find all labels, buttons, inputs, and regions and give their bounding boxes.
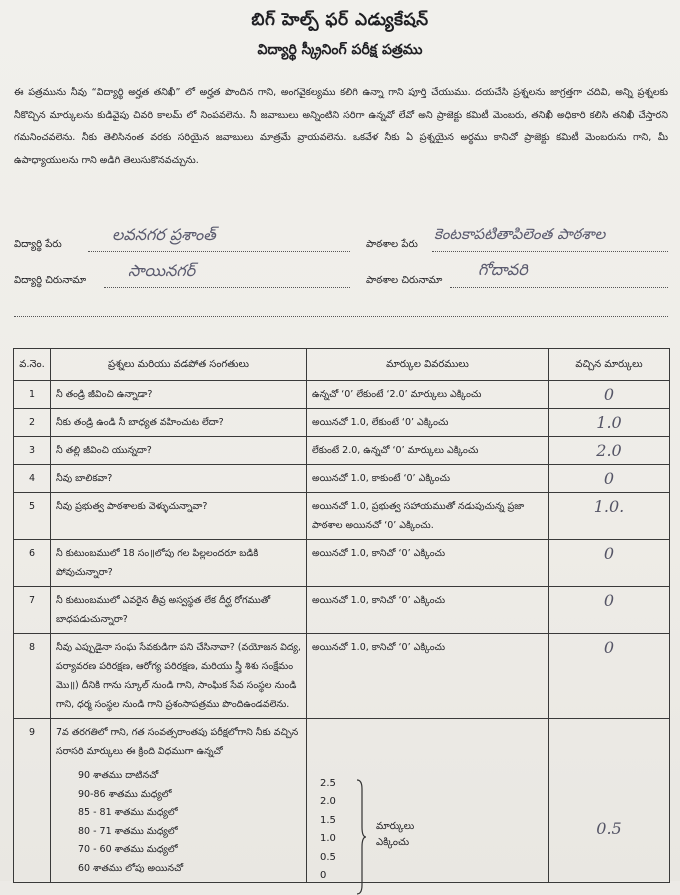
table-row — [14, 719, 670, 883]
row-number: 2 — [14, 409, 51, 437]
school-address-label: పాఠశాల చిరునామా — [366, 275, 443, 286]
range-item: 85 - 81 శాతము మధ్యలో — [78, 807, 178, 818]
range-item: 90-86 శాతము మధ్యలో — [78, 788, 172, 800]
row-marking-rule: అయినచో 1.0, కాకుంటే ‘0’ ఎక్కించు — [307, 465, 549, 493]
row-question: నీవు బాలికవా? — [51, 465, 307, 493]
marks-scale — [312, 723, 543, 882]
row-question: నీ కుటుంబములో ఎవరైన తీవ్ర అస్వస్థత లేక దీర్ఘ రోగముతో బాధపడుచున్నారా? — [51, 587, 307, 634]
col-header-marking: మార్కుల వివరములు — [307, 349, 549, 381]
row-marks-value[interactable]: 0.5 — [549, 719, 670, 883]
col-header-question: ప్రశ్నలు మరియు వడపోత సంగతులు — [51, 349, 307, 381]
row-marking-rule: ఉన్నచో ‘0’ లేకుంటే ‘2.0’ మార్కులు ఎక్కించు — [307, 381, 549, 409]
form-subtitle: విద్యార్థి స్క్రీనింగ్ పరీక్ష పత్రము — [257, 42, 423, 58]
row-number: 1 — [14, 381, 51, 409]
table-row — [14, 540, 670, 587]
student-name-line — [88, 251, 350, 252]
row-question: నీవు ప్రభుత్వ పాఠశాలకు వెళ్ళుచున్నావా? — [51, 493, 307, 540]
row-number: 5 — [14, 493, 51, 540]
school-name-label: పాఠశాల పేరు — [366, 239, 418, 250]
table-row — [14, 381, 670, 409]
row-marking-rule: అయినచో 1.0, కానిచో ‘0’ ఎక్కించు — [307, 634, 549, 719]
scale-value: 1.0 — [320, 833, 336, 845]
range-item: 60 శాతము లోపు అయినచో — [78, 862, 184, 874]
student-address-value[interactable]: సాయినగర్ — [128, 261, 196, 280]
row-marks-value[interactable]: 1.0. — [549, 493, 670, 540]
row-marks-value[interactable]: 0 — [549, 634, 670, 719]
table-row — [14, 465, 670, 493]
row-question: నీవు ఎప్పుడైనా సంఘ సేవకుడిగా పని చేసినావా? (వయోజన విద్య, పర్యావరణ పరిరక్షణ, ఆరోగ్య పరిరక్షణ, మరియు స్త్రీ శిశు సంక్షేమం మొ॥) దీనికి గాను స్కూల్ నుండి గాని, సాంఘిక సేవ సంస్థల నుండి గాని, ధర్మ సంస్థల నుండి గాని ప్రశంసాపత్రము పొందిఉండవలెను. — [51, 634, 307, 719]
brace-icon — [356, 779, 366, 895]
table-row — [14, 634, 670, 719]
table-row — [14, 409, 670, 437]
row-marking-rule — [307, 719, 549, 883]
scale-label-line: ఎక్కించు — [376, 837, 410, 848]
school-name-line — [432, 251, 668, 252]
row-question: నీ తండ్రి జీవించి ఉన్నాడా? — [51, 381, 307, 409]
row-marking-rule: అయినచో 1.0, కానిచో ‘0’ ఎక్కించు — [307, 540, 549, 587]
row-question: నీకు తండ్రి ఉండి నీ బాధ్యత వహించుట లేదా? — [51, 409, 307, 437]
percentage-range-list — [78, 767, 301, 878]
row-number: 4 — [14, 465, 51, 493]
table-row — [14, 493, 670, 540]
extra-address-line — [14, 316, 668, 317]
school-address-value[interactable]: గోదావరి — [478, 260, 528, 279]
school-address-line — [450, 287, 668, 288]
marks-scale-label — [376, 819, 414, 851]
marks-scale-values — [320, 775, 336, 885]
row-question: నీ తల్లి జీవించి యున్నదా? — [51, 437, 307, 465]
student-address-line — [104, 287, 350, 288]
table-row — [14, 587, 670, 634]
row-marking-rule: అయినచో 1.0, కానిచో ‘0’ ఎక్కించు — [307, 587, 549, 634]
student-name-value[interactable]: లవనగర ప్రశాంత్ — [112, 225, 216, 244]
col-header-marks: వచ్చిన మార్కులు — [549, 349, 670, 381]
scale-label-line: మార్కులు — [376, 821, 415, 832]
row-marks-value[interactable]: 2.0 — [549, 437, 670, 465]
row-number: 9 — [14, 719, 51, 883]
row-marks-value[interactable]: 0 — [549, 381, 670, 409]
scale-value: 2.5 — [320, 778, 336, 789]
range-item: 80 - 71 శాతము మధ్యలో — [78, 825, 178, 837]
row-marking-rule: అయినచో 1.0, ప్రభుత్వ సహాయముతో నడుపుచున్న ప్రజా పాఠశాల అయినచో ‘0’ ఎక్కించు. — [307, 493, 549, 540]
row-marks-value[interactable]: 0 — [549, 587, 670, 634]
row-number: 7 — [14, 587, 51, 634]
instructions-paragraph: ఈ పత్రమును నీవు “విద్యార్థి అర్హత తనిఖీ” లో అర్హత పొందిన గాని, అంగవైకల్యము కలిగి ఉన్నా గాని పూర్తి చేయుము. దయచేసి ప్రశ్నలను జాగ్రత్తగా చదివి, అన్ని ప్రశ్నలకు నీకొచ్చిన మార్కులను కుడివైపు చివరి కాలమ్ లో నింపవలెను. నీ జవాబులు అన్నింటిని సరిగా ఉన్నవో లేవో అని ప్రాజెక్టు కమిటీ మెంబరు, తనిఖీ అధికారి కలిసి తనిఖీ చేస్తారని గమనించవలెను. నీకు తెలిసినంత వరకు సరియైన జవాబులు మాత్రమే వ్రాయవలెను. ఒకవేళ నీకు ఏ ప్రశ్నయైన అర్థము కానిచో ప్రాజెక్టు కమిటీ మెంబరును గాని, మీ ఉపాధ్యాయులను గాని అడిగి తెలుసుకొనవచ్చును. — [14, 87, 668, 166]
range-item: 70 - 60 శాతము మధ్యలో — [78, 844, 178, 855]
row-marks-value[interactable]: 1.0 — [549, 409, 670, 437]
screening-table — [13, 348, 670, 883]
row-marking-rule: అయినచో 1.0, లేకుంటే ‘0’ ఎక్కించు — [307, 409, 549, 437]
table-row — [14, 437, 670, 465]
range-item: 90 శాతము దాటినచో — [78, 770, 159, 781]
row-question: 7వ తరగతిలో గాని, గత సంవత్సరాంతపు పరీక్షలోగాని నీకు వచ్చిన సరాసరి మార్కులు ఈ క్రింది విధముగా ఉన్నచో — [56, 727, 299, 757]
row-marks-value[interactable]: 0 — [549, 465, 670, 493]
row-number: 6 — [14, 540, 51, 587]
form-title: బిగ్ హెల్ప్ ఫర్ ఎడ్యుకేషన్ — [251, 10, 429, 30]
scale-value: 2.0 — [320, 796, 336, 808]
student-name-label: విద్యార్థి పేరు — [14, 239, 62, 250]
student-address-label: విద్యార్థి చిరునామా — [14, 275, 87, 286]
scale-value: 1.5 — [320, 814, 336, 826]
school-name-value[interactable]: కెంటకాపటితాపిలెంత పాఠశాల — [434, 225, 606, 243]
row-marking-rule: లేకుంటే 2.0, ఉన్నచో ‘0’ మార్కులు ఎక్కించు — [307, 437, 549, 465]
row-marks-value[interactable]: 0 — [549, 540, 670, 587]
table-header-row — [14, 349, 670, 381]
row-number: 8 — [14, 634, 51, 719]
scale-value: 0.5 — [320, 851, 336, 863]
scale-value: 0 — [320, 870, 327, 882]
row-question-9 — [51, 719, 307, 883]
col-header-number: వ.నెం. — [14, 349, 51, 381]
row-question: నీ కుటుంబములో 18 సం॥లోపు గల పిల్లలందరూ బడికి పోవుచున్నారా? — [51, 540, 307, 587]
row-number: 3 — [14, 437, 51, 465]
